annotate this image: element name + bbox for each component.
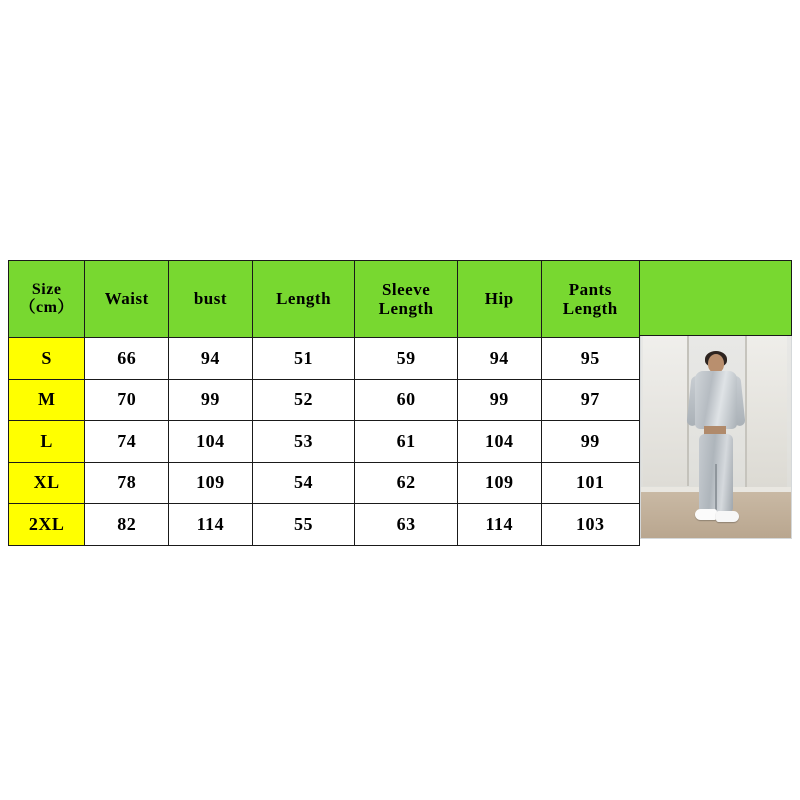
photo-model-figure: [687, 354, 745, 536]
cell-hip: 109: [457, 462, 541, 504]
column-header-length: Length: [252, 261, 355, 338]
photo-door-left: [643, 336, 689, 486]
column-header-size-label: Size: [31, 281, 62, 299]
cell-length: 52: [252, 379, 355, 421]
header-filler-block: [640, 260, 792, 336]
cell-waist: 70: [85, 379, 169, 421]
table-header: [9, 261, 640, 338]
cell-hip: 114: [457, 504, 541, 546]
table-row: [9, 338, 640, 380]
cell-bust: 109: [169, 462, 253, 504]
cell-pants-length: 95: [541, 338, 639, 380]
column-header-pants-line2: Length: [562, 299, 618, 318]
cell-pants-length: 97: [541, 379, 639, 421]
cell-size: S: [9, 338, 85, 380]
cell-length: 54: [252, 462, 355, 504]
cell-sleeve-length: 60: [355, 379, 458, 421]
model-leg-seam: [715, 464, 717, 512]
cell-bust: 99: [169, 379, 253, 421]
table-row: [9, 462, 640, 504]
column-header-pants-line1: Pants: [568, 279, 612, 299]
cell-size: L: [9, 421, 85, 463]
product-photo: [640, 336, 792, 539]
table-row: [9, 504, 640, 546]
cell-length: 51: [252, 338, 355, 380]
cell-length: 53: [252, 421, 355, 463]
cell-bust: 94: [169, 338, 253, 380]
column-header-size-unit: （cm）: [19, 299, 74, 316]
column-header-waist: Waist: [85, 261, 169, 338]
column-header-sleeve-length: [355, 261, 458, 338]
cell-waist: 78: [85, 462, 169, 504]
cell-bust: 104: [169, 421, 253, 463]
table-body: [9, 338, 640, 546]
cell-hip: 99: [457, 379, 541, 421]
table-row: [9, 421, 640, 463]
cell-hip: 104: [457, 421, 541, 463]
column-header-pants-length: [541, 261, 639, 338]
cell-hip: 94: [457, 338, 541, 380]
cell-sleeve-length: 61: [355, 421, 458, 463]
cell-sleeve-length: 63: [355, 504, 458, 546]
size-chart-container: [8, 260, 792, 540]
cell-waist: 74: [85, 421, 169, 463]
column-header-hip: Hip: [457, 261, 541, 338]
cell-sleeve-length: 59: [355, 338, 458, 380]
cell-pants-length: 101: [541, 462, 639, 504]
cell-waist: 66: [85, 338, 169, 380]
column-header-size: [9, 261, 85, 338]
photo-door-right: [745, 336, 787, 496]
table-row: [9, 379, 640, 421]
model-shoe-right: [716, 511, 739, 522]
photo-column-spacer: [640, 539, 792, 540]
cell-pants-length: 99: [541, 421, 639, 463]
table-header-row: [9, 261, 640, 338]
cell-sleeve-length: 62: [355, 462, 458, 504]
cell-size: M: [9, 379, 85, 421]
cell-length: 55: [252, 504, 355, 546]
cell-waist: 82: [85, 504, 169, 546]
column-header-sleeve-line2: Length: [378, 299, 434, 318]
model-jacket: [695, 371, 737, 429]
column-header-bust: bust: [169, 261, 253, 338]
column-header-sleeve-line1: Sleeve: [381, 279, 431, 299]
cell-bust: 114: [169, 504, 253, 546]
size-chart-table: [8, 260, 640, 546]
cell-pants-length: 103: [541, 504, 639, 546]
product-photo-column: [640, 260, 792, 540]
cell-size: XL: [9, 462, 85, 504]
model-shoe-left: [695, 509, 717, 520]
cell-size: 2XL: [9, 504, 85, 546]
